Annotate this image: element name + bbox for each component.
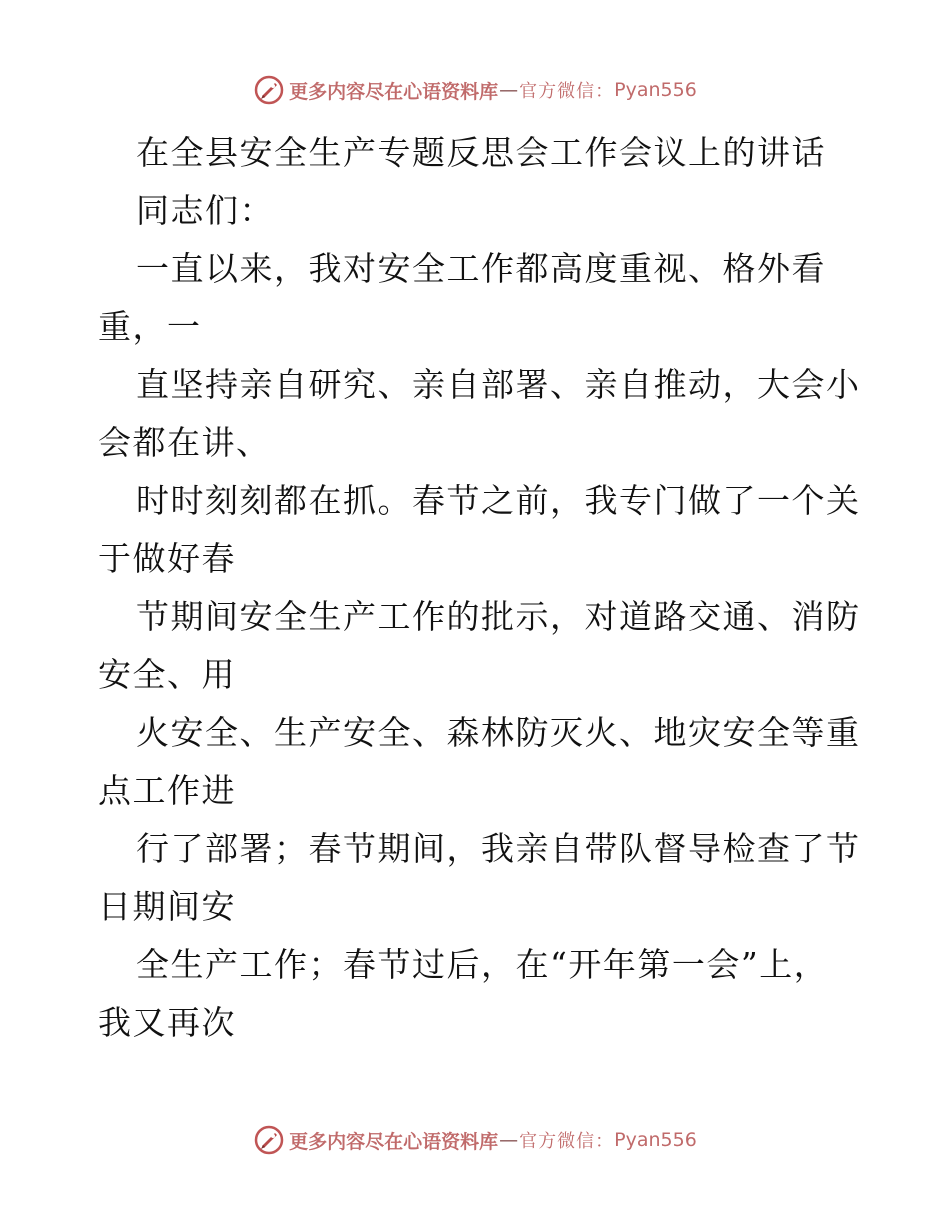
banner-brand-text: 更多内容尽在心语资料库 — [289, 1130, 499, 1153]
banner-wechat-id: Pyan556 — [614, 1129, 697, 1151]
header-watermark-banner — [0, 70, 950, 110]
paragraph-line: 直坚持亲自研究、亲自部署、亲自推动，大会小 — [136, 365, 861, 404]
banner-brand-text: 更多内容尽在心语资料库 — [289, 80, 499, 103]
paragraph-line: 重，一 — [98, 307, 202, 346]
banner-wechat-label: 官方微信： — [519, 1131, 615, 1152]
paragraph-line: 于做好春 — [98, 539, 236, 578]
banner-separator: — — [499, 79, 519, 101]
document-body — [98, 124, 868, 1052]
paragraph-line: 全生产工作；春节过后，在“开年第一会”上， — [136, 945, 829, 984]
footer-watermark-banner — [0, 1120, 950, 1160]
paragraph-line: 我又再次 — [98, 1003, 236, 1042]
salutation: 同志们： — [136, 191, 274, 230]
banner-wechat-label: 官方微信： — [519, 81, 615, 102]
paragraph-line: 日期间安 — [98, 887, 236, 926]
paragraph-line: 行了部署；春节期间，我亲自带队督导检查了节 — [136, 829, 861, 868]
paragraph-line: 节期间安全生产工作的批示，对道路交通、消防 — [136, 597, 861, 636]
quill-pen-logo-icon — [253, 74, 285, 106]
paragraph-line: 火安全、生产安全、森林防灭火、地灾安全等重 — [136, 713, 861, 752]
paragraph-line: 会都在讲、 — [98, 423, 271, 462]
paragraph-line: 时时刻刻都在抓。春节之前，我专门做了一个关 — [136, 481, 861, 520]
banner-separator: — — [499, 1129, 519, 1151]
paragraph-line: 一直以来，我对安全工作都高度重视、格外看 — [136, 249, 826, 288]
paragraph-line: 安全、用 — [98, 655, 236, 694]
quill-pen-logo-icon — [253, 1124, 285, 1156]
document-title: 在全县安全生产专题反思会工作会议上的讲话 — [136, 133, 826, 172]
banner-wechat-id: Pyan556 — [614, 79, 697, 101]
paragraph-line: 点工作进 — [98, 771, 236, 810]
